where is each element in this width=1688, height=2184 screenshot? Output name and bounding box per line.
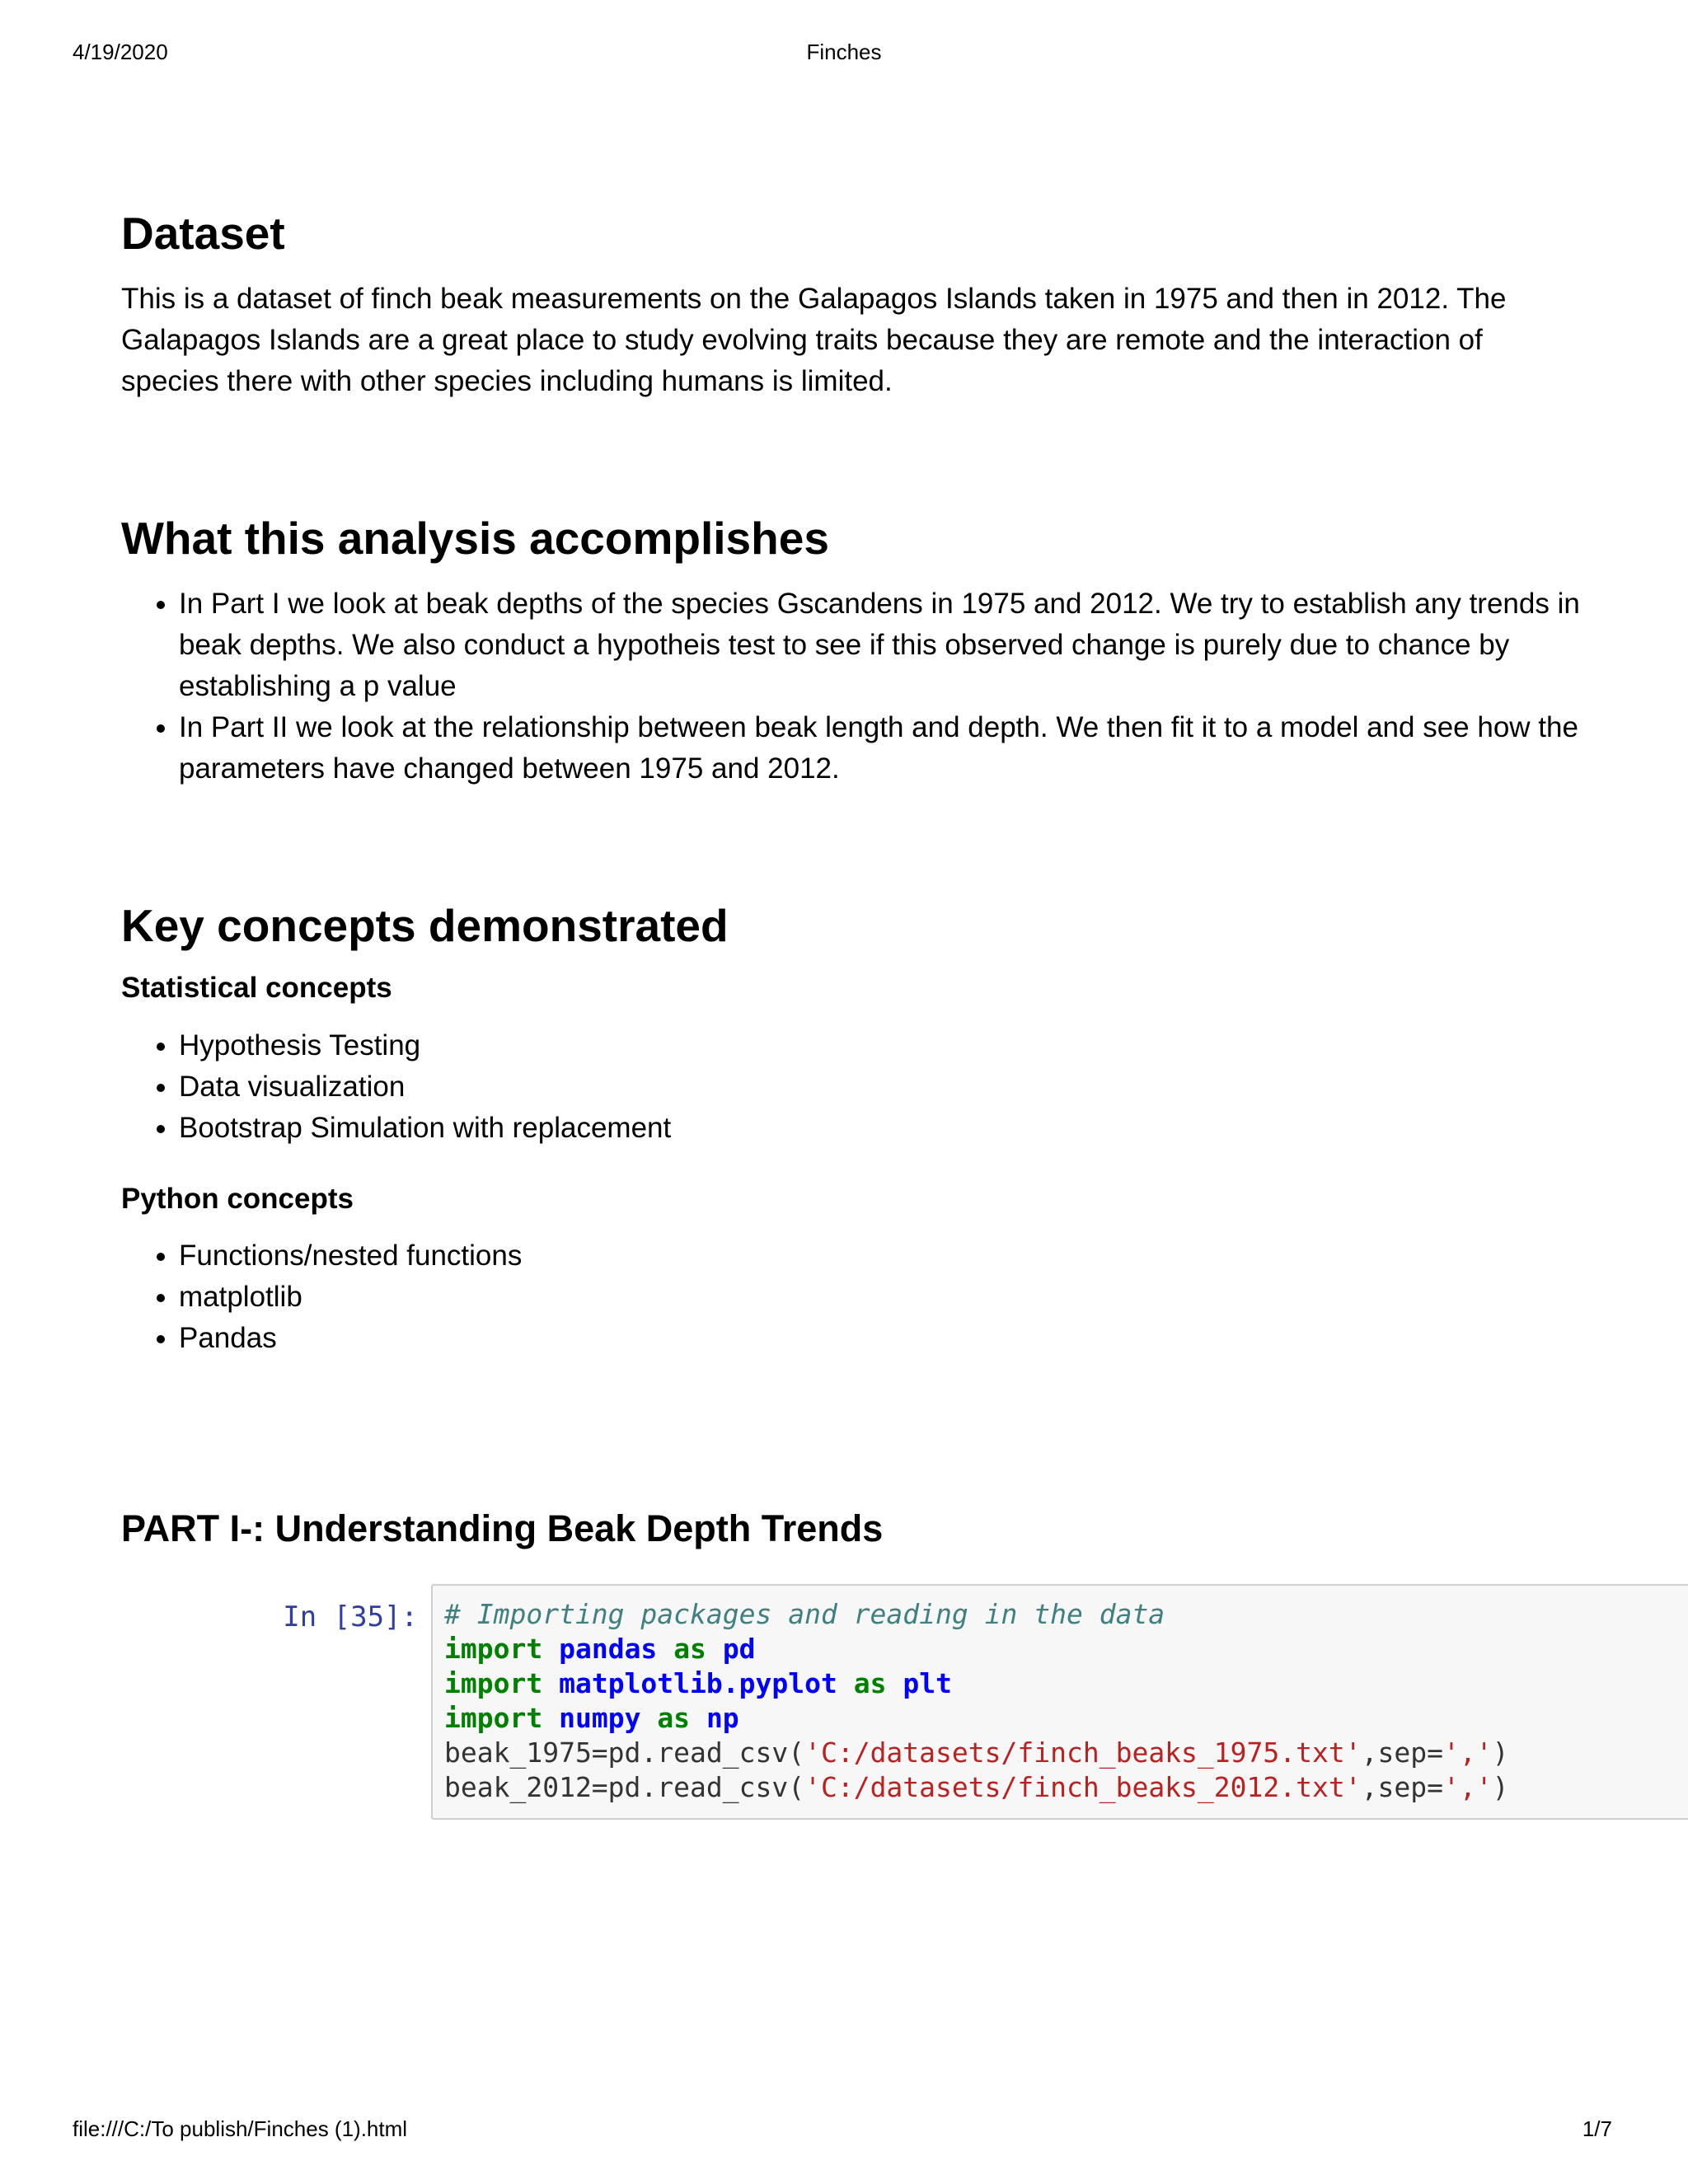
list-item: • In Part II we look at the relationship between beak length and depth. We then fit it to a model and see how the parameters have changed between 1975 and 2012. <box>179 707 1597 790</box>
code-token: pd <box>722 1633 756 1665</box>
dataset-description: This is a dataset of finch beak measurements on the Galapagos Islands taken in 1975 and then in 2012. The Galapagos Islands are a great place to study evolving traits because they are remote and the interaction of species there with other species including humans is limited. <box>121 283 1507 397</box>
python-concepts-list <box>121 1235 1597 1359</box>
code-token: np <box>706 1702 739 1734</box>
code-token <box>690 1702 706 1734</box>
list-item: • Functions/nested functions <box>179 1235 1597 1277</box>
code-token: ,sep= <box>1361 1771 1443 1803</box>
print-title: Finches <box>806 40 882 64</box>
cell-prompt: In [35]: <box>283 1601 418 1633</box>
code-token: 'C:/datasets/finch_beaks_2012.txt' <box>804 1771 1362 1803</box>
code-line <box>444 1632 1688 1666</box>
code-token: matplotlib.pyplot <box>559 1667 837 1699</box>
code-token <box>542 1667 559 1699</box>
code-token: # Importing packages and reading in the data <box>444 1598 1165 1630</box>
analysis-list <box>121 583 1597 790</box>
code-line <box>444 1701 1688 1736</box>
part1-heading: PART I-: Understanding Beak Depth Trends <box>121 1507 884 1549</box>
analysis-section <box>121 511 1597 790</box>
code-input-area[interactable] <box>431 1584 1688 1820</box>
statistical-concepts-heading: Statistical concepts <box>121 972 392 1004</box>
dataset-heading: Dataset <box>121 208 285 259</box>
code-token <box>706 1633 723 1665</box>
code-token: ) <box>1492 1771 1509 1803</box>
python-concepts-heading: Python concepts <box>121 1182 354 1215</box>
list-item: • Hypothesis Testing <box>179 1025 1597 1066</box>
code-token <box>542 1633 559 1665</box>
code-token: numpy <box>559 1702 641 1734</box>
print-page-number: 1/7 <box>1582 2116 1612 2141</box>
code-line <box>444 1666 1688 1701</box>
print-footer <box>73 2116 1615 2143</box>
list-item: • Bootstrap Simulation with replacement <box>179 1108 1597 1149</box>
code-token: pandas <box>559 1633 658 1665</box>
statistical-concepts-list <box>121 1025 1597 1149</box>
code-token: 'C:/datasets/finch_beaks_1975.txt' <box>804 1736 1362 1769</box>
code-token: import <box>444 1667 543 1699</box>
list-item: • Data visualization <box>179 1066 1597 1108</box>
code-token: ',' <box>1442 1736 1493 1769</box>
analysis-heading: What this analysis accomplishes <box>121 513 829 564</box>
code-token <box>542 1702 559 1734</box>
list-item: • In Part I we look at beak depths of the species Gscandens in 1975 and 2012. We try to establish any trends in beak depths. We also conduct a hypotheis test to see if this observed change is purely due to chance by establishing a p value <box>179 583 1597 707</box>
code-token: import <box>444 1633 543 1665</box>
print-header <box>73 40 1615 66</box>
code-token <box>657 1633 673 1665</box>
print-file-path: file:///C:/To publish/Finches (1).html <box>73 2116 408 2141</box>
code-line <box>444 1736 1688 1770</box>
code-token: beak_1975=pd.read_csv( <box>444 1736 805 1769</box>
code-token: as <box>853 1667 887 1699</box>
code-token: ,sep= <box>1361 1736 1443 1769</box>
part1-section <box>121 1507 883 1551</box>
code-line <box>444 1770 1688 1805</box>
list-item: • Pandas <box>179 1318 1597 1359</box>
code-token <box>886 1667 903 1699</box>
concepts-heading: Key concepts demonstrated <box>121 900 729 951</box>
code-token: ) <box>1492 1736 1509 1769</box>
code-token: as <box>673 1633 706 1665</box>
code-token <box>837 1667 854 1699</box>
concepts-section <box>121 898 1597 1359</box>
list-item: • matplotlib <box>179 1277 1597 1318</box>
code-token: beak_2012=pd.read_csv( <box>444 1771 805 1803</box>
code-token: as <box>657 1702 691 1734</box>
code-line <box>444 1597 1688 1632</box>
dataset-section <box>121 206 1539 402</box>
code-token <box>640 1702 657 1734</box>
code-token: plt <box>903 1667 952 1699</box>
code-token: ',' <box>1442 1771 1493 1803</box>
code-token: import <box>444 1702 543 1734</box>
print-date: 4/19/2020 <box>73 40 168 64</box>
